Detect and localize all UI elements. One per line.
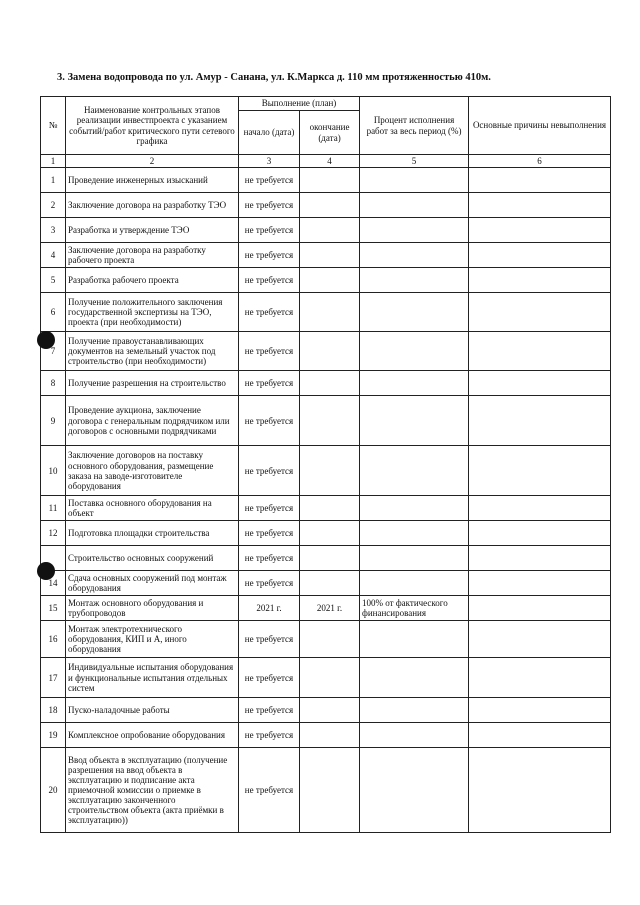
failure-reason	[469, 723, 611, 748]
stage-name: Проведение аукциона, заключение договора с генеральным подрядчиком или договоров с основными подрядчиками	[66, 396, 239, 446]
table-row	[41, 371, 611, 396]
stage-name: Монтаж основного оборудования и трубопроводов	[66, 596, 239, 621]
stage-name: Пуско-наладочные работы	[66, 698, 239, 723]
row-number: 6	[41, 293, 66, 332]
percent-complete	[360, 243, 469, 268]
percent-complete	[360, 571, 469, 596]
end-date	[300, 658, 360, 698]
table-row	[41, 521, 611, 546]
percent-complete	[360, 521, 469, 546]
start-date: не требуется	[239, 698, 300, 723]
stage-name: Строительство основных сооружений	[66, 546, 239, 571]
failure-reason	[469, 658, 611, 698]
start-date: не требуется	[239, 332, 300, 371]
percent-complete	[360, 332, 469, 371]
percent-complete	[360, 268, 469, 293]
punch-hole	[37, 331, 55, 349]
failure-reason	[469, 748, 611, 833]
failure-reason	[469, 332, 611, 371]
row-number: 18	[41, 698, 66, 723]
start-date: не требуется	[239, 748, 300, 833]
end-date: 2021 г.	[300, 596, 360, 621]
start-date: не требуется	[239, 293, 300, 332]
table-row	[41, 168, 611, 193]
start-date: не требуется	[239, 521, 300, 546]
percent-complete	[360, 168, 469, 193]
header-reasons: Основные причины невыполнения	[469, 97, 611, 155]
row-number: 9	[41, 396, 66, 446]
start-date: не требуется	[239, 496, 300, 521]
end-date	[300, 396, 360, 446]
table-row	[41, 396, 611, 446]
row-number: 11	[41, 496, 66, 521]
row-number: 7	[41, 332, 66, 371]
start-date: не требуется	[239, 546, 300, 571]
row-number: 20	[41, 748, 66, 833]
stage-name: Ввод объекта в эксплуатацию (получение разрешения на ввод объекта в эксплуатацию и подписание акта приемочной комиссии о приемке в эксплуатацию законченного строительством объекта (акта приёмки в эксплуатацию))	[66, 748, 239, 833]
percent-complete	[360, 396, 469, 446]
header-stage: Наименование контрольных этапов реализации инвестпроекта с указанием событий/работ критического пути сетевого графика	[66, 97, 239, 155]
table-row	[41, 748, 611, 833]
start-date: не требуется	[239, 268, 300, 293]
row-number: 16	[41, 621, 66, 658]
stages-table	[40, 96, 611, 833]
failure-reason	[469, 698, 611, 723]
percent-complete	[360, 218, 469, 243]
stage-name: Индивидуальные испытания оборудования и функциональные испытания отдельных систем	[66, 658, 239, 698]
end-date	[300, 193, 360, 218]
start-date: 2021 г.	[239, 596, 300, 621]
row-number: 3	[41, 218, 66, 243]
column-number: 5	[360, 155, 469, 168]
document-title: 3. Замена водопровода по ул. Амур - Санана, ул. К.Маркса д. 110 мм протяженностью 410м.	[57, 72, 491, 83]
stage-name: Получение положительного заключения государственной экспертизы на ТЭО, проекта (при необходимости)	[66, 293, 239, 332]
percent-complete	[360, 658, 469, 698]
row-number: 17	[41, 658, 66, 698]
table-row	[41, 571, 611, 596]
start-date: не требуется	[239, 243, 300, 268]
stage-name: Получение разрешения на строительство	[66, 371, 239, 396]
stage-name: Поставка основного оборудования на объект	[66, 496, 239, 521]
start-date: не требуется	[239, 621, 300, 658]
failure-reason	[469, 596, 611, 621]
end-date	[300, 546, 360, 571]
row-number: 10	[41, 446, 66, 496]
failure-reason	[469, 168, 611, 193]
header-execution: Выполнение (план)	[239, 97, 360, 111]
end-date	[300, 218, 360, 243]
row-number: 14	[41, 571, 66, 596]
end-date	[300, 571, 360, 596]
table-row	[41, 293, 611, 332]
start-date: не требуется	[239, 723, 300, 748]
end-date	[300, 243, 360, 268]
failure-reason	[469, 571, 611, 596]
percent-complete	[360, 446, 469, 496]
table-row	[41, 496, 611, 521]
column-number: 1	[41, 155, 66, 168]
percent-complete: 100% от фактического финансирования	[360, 596, 469, 621]
end-date	[300, 168, 360, 193]
table-row	[41, 446, 611, 496]
percent-complete	[360, 546, 469, 571]
start-date: не требуется	[239, 446, 300, 496]
failure-reason	[469, 396, 611, 446]
table-row	[41, 218, 611, 243]
stage-name: Разработка рабочего проекта	[66, 268, 239, 293]
end-date	[300, 723, 360, 748]
stage-name: Проведение инженерных изысканий	[66, 168, 239, 193]
table-row	[41, 596, 611, 621]
failure-reason	[469, 218, 611, 243]
table-row	[41, 332, 611, 371]
stage-name: Заключение договоров на поставку основного оборудования, размещение заказа на заводе-изготовителе оборудования	[66, 446, 239, 496]
stage-name: Заключение договора на разработку рабочего проекта	[66, 243, 239, 268]
start-date: не требуется	[239, 168, 300, 193]
row-number: 5	[41, 268, 66, 293]
table-row	[41, 546, 611, 571]
header-percent: Процент исполнения работ за весь период (%)	[360, 97, 469, 155]
table-row	[41, 193, 611, 218]
table-row	[41, 243, 611, 268]
row-number: 8	[41, 371, 66, 396]
punch-hole	[37, 562, 55, 580]
stage-name: Заключение договора на разработку ТЭО	[66, 193, 239, 218]
end-date	[300, 698, 360, 723]
row-number: 12	[41, 521, 66, 546]
failure-reason	[469, 371, 611, 396]
end-date	[300, 748, 360, 833]
stage-name: Получение правоустанавливающих документов на земельный участок под строительство (при необходимости)	[66, 332, 239, 371]
end-date	[300, 446, 360, 496]
start-date: не требуется	[239, 658, 300, 698]
stage-name: Сдача основных сооружений под монтаж оборудования	[66, 571, 239, 596]
percent-complete	[360, 698, 469, 723]
stage-name: Подготовка площадки строительства	[66, 521, 239, 546]
end-date	[300, 293, 360, 332]
stage-name: Монтаж электротехнического оборудования, КИП и А, иного оборудования	[66, 621, 239, 658]
end-date	[300, 621, 360, 658]
percent-complete	[360, 371, 469, 396]
row-number: 2	[41, 193, 66, 218]
row-number: 1	[41, 168, 66, 193]
row-number: 15	[41, 596, 66, 621]
start-date: не требуется	[239, 396, 300, 446]
failure-reason	[469, 446, 611, 496]
percent-complete	[360, 293, 469, 332]
failure-reason	[469, 268, 611, 293]
percent-complete	[360, 193, 469, 218]
table-row	[41, 621, 611, 658]
end-date	[300, 521, 360, 546]
failure-reason	[469, 293, 611, 332]
failure-reason	[469, 546, 611, 571]
header-end: окончание (дата)	[300, 111, 360, 155]
stage-name: Разработка и утверждение ТЭО	[66, 218, 239, 243]
start-date: не требуется	[239, 371, 300, 396]
failure-reason	[469, 621, 611, 658]
percent-complete	[360, 723, 469, 748]
end-date	[300, 332, 360, 371]
end-date	[300, 496, 360, 521]
end-date	[300, 371, 360, 396]
header-start: начало (дата)	[239, 111, 300, 155]
failure-reason	[469, 243, 611, 268]
failure-reason	[469, 193, 611, 218]
start-date: не требуется	[239, 571, 300, 596]
percent-complete	[360, 496, 469, 521]
table-row	[41, 268, 611, 293]
column-number: 3	[239, 155, 300, 168]
row-number: 4	[41, 243, 66, 268]
percent-complete	[360, 621, 469, 658]
failure-reason	[469, 496, 611, 521]
percent-complete	[360, 748, 469, 833]
stage-name: Комплексное опробование оборудования	[66, 723, 239, 748]
column-number: 4	[300, 155, 360, 168]
table-row	[41, 723, 611, 748]
end-date	[300, 268, 360, 293]
column-number: 6	[469, 155, 611, 168]
start-date: не требуется	[239, 218, 300, 243]
column-number: 2	[66, 155, 239, 168]
table-row	[41, 698, 611, 723]
failure-reason	[469, 521, 611, 546]
row-number: 19	[41, 723, 66, 748]
table-row	[41, 658, 611, 698]
start-date: не требуется	[239, 193, 300, 218]
header-num: №	[41, 97, 66, 155]
